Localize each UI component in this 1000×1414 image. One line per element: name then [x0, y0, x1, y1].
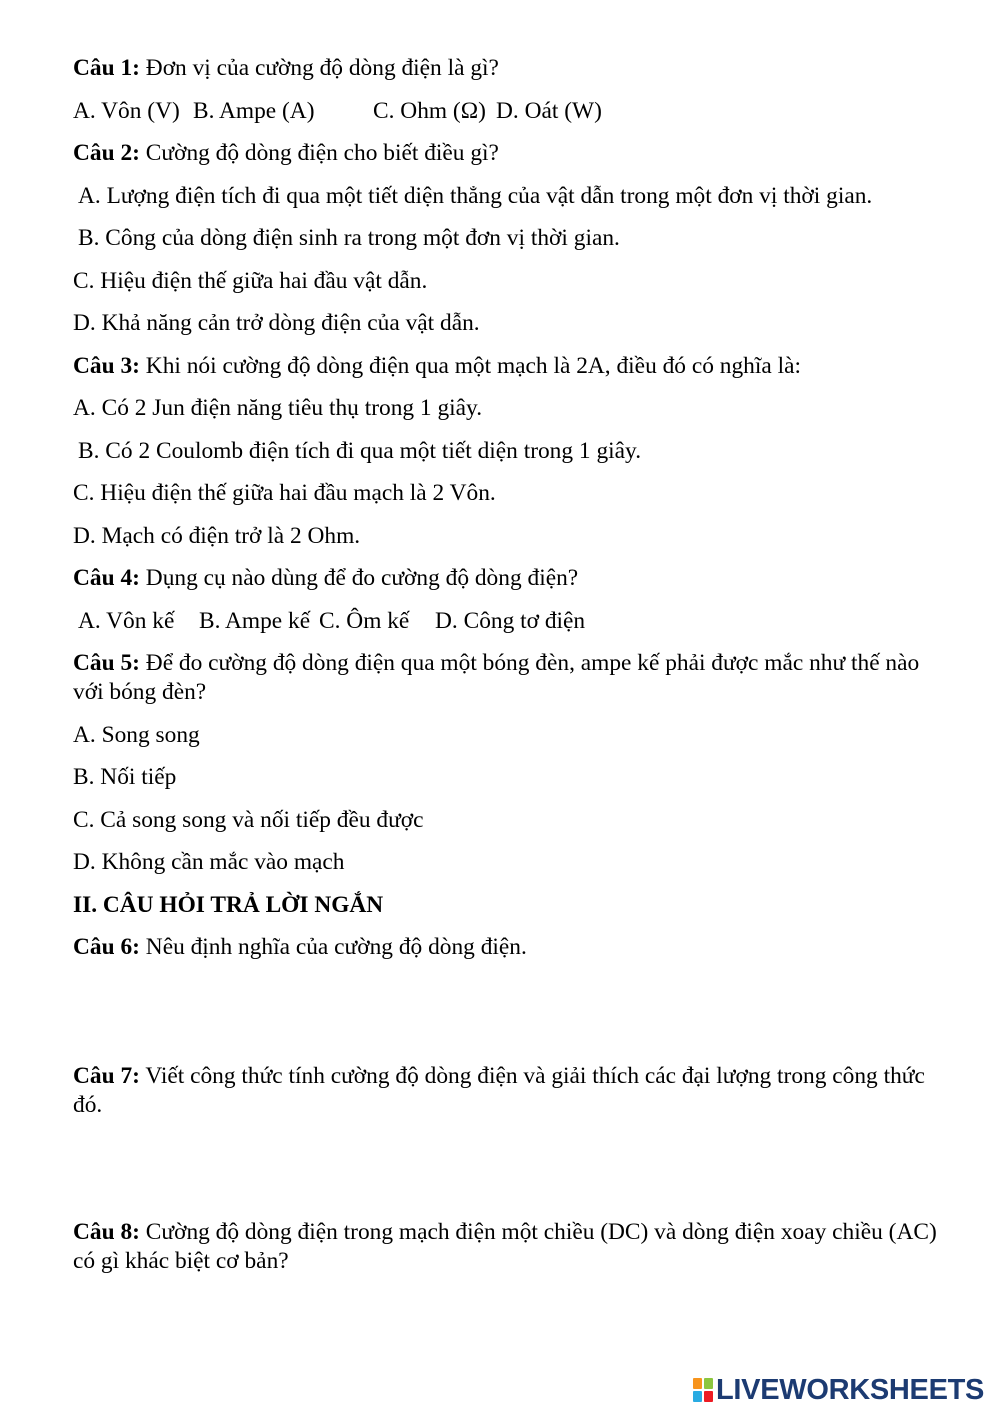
question-text: Cường độ dòng điện trong mạch điện một chiều (DC) và dòng điện xoay chiều (AC) có gì khác biệt cơ bản?	[73, 1219, 937, 1274]
question-label: Câu 7:	[73, 1063, 140, 1089]
option-b: B. Có 2 Coulomb điện tích đi qua một tiết diện trong 1 giây.	[78, 437, 642, 464]
option-a: A. Song song	[73, 721, 200, 748]
question-3	[73, 352, 953, 381]
question-label: Câu 4:	[73, 565, 140, 591]
question-text: Để đo cường độ dòng điện qua một bóng đèn, ampe kế phải được mắc như thế nào với bóng đèn?	[73, 650, 920, 705]
option-c: C. Ôm kế	[319, 607, 410, 634]
option-d: D. Công tơ điện	[435, 607, 586, 634]
question-text: Viết công thức tính cường độ dòng điện và giải thích các đại lượng trong công thức đó.	[73, 1063, 925, 1118]
question-4	[73, 564, 953, 593]
question-5	[73, 649, 940, 707]
option-b: B. Công của dòng điện sinh ra trong một đơn vị thời gian.	[78, 225, 620, 251]
option-b: B. Ampe (A)	[193, 97, 315, 124]
option-b: B. Ampe kế	[199, 607, 311, 634]
question-label: Câu 5:	[73, 650, 140, 676]
liveworksheets-logo-icon	[693, 1378, 713, 1402]
option-d: D. Oát (W)	[496, 97, 602, 124]
question-4-options	[73, 607, 953, 636]
question-label: Câu 8:	[73, 1219, 140, 1245]
question-label: Câu 2:	[73, 140, 140, 166]
question-label: Câu 1:	[73, 55, 140, 81]
logo-text: LIVEWORKSHEETS	[716, 1374, 985, 1406]
question-label: Câu 6:	[73, 934, 140, 960]
option-a: A. Có 2 Jun điện năng tiêu thụ trong 1 giây.	[73, 395, 483, 421]
liveworksheets-logo	[693, 1376, 988, 1405]
question-1	[73, 54, 953, 83]
question-text: Đơn vị của cường độ dòng điện là gì?	[145, 55, 499, 81]
option-d: D. Khả năng cản trở dòng điện của vật dẫn.	[73, 310, 480, 336]
question-text: Cường độ dòng điện cho biết điều gì?	[145, 140, 499, 166]
option-c: C. Hiệu điện thế giữa hai đầu vật dẫn.	[73, 267, 428, 294]
question-text: Nêu định nghĩa của cường độ dòng điện.	[145, 934, 527, 960]
question-7	[73, 1062, 947, 1120]
option-a: A. Vôn (V)	[73, 97, 180, 124]
question-text: Khi nói cường độ dòng điện qua một mạch là 2A, điều đó có nghĩa là:	[145, 352, 801, 379]
section-heading: II. CÂU HỎI TRẢ LỜI NGẮN	[73, 891, 384, 918]
question-1-options	[73, 97, 953, 126]
option-d: D. Mạch có điện trở là 2 Ohm.	[73, 522, 361, 549]
option-a: A. Vôn kế	[78, 607, 175, 634]
option-c: C. Cả song song và nối tiếp đều được	[73, 806, 424, 833]
option-c: C. Hiệu điện thế giữa hai đầu mạch là 2 Vôn.	[73, 480, 496, 506]
question-2	[73, 139, 953, 168]
question-text: Dụng cụ nào dùng để đo cường độ dòng điện?	[145, 565, 579, 591]
question-6	[73, 933, 953, 962]
worksheet	[73, 54, 953, 1290]
option-c: C. Ohm (Ω)	[373, 97, 486, 124]
option-d: D. Không cần mắc vào mạch	[73, 849, 345, 875]
question-label: Câu 3:	[73, 352, 140, 379]
option-a: A. Lượng điện tích đi qua một tiết diện thẳng của vật dẫn trong một đơn vị thời gian.	[78, 182, 873, 209]
option-b: B. Nối tiếp	[73, 764, 177, 790]
question-8	[73, 1218, 953, 1276]
